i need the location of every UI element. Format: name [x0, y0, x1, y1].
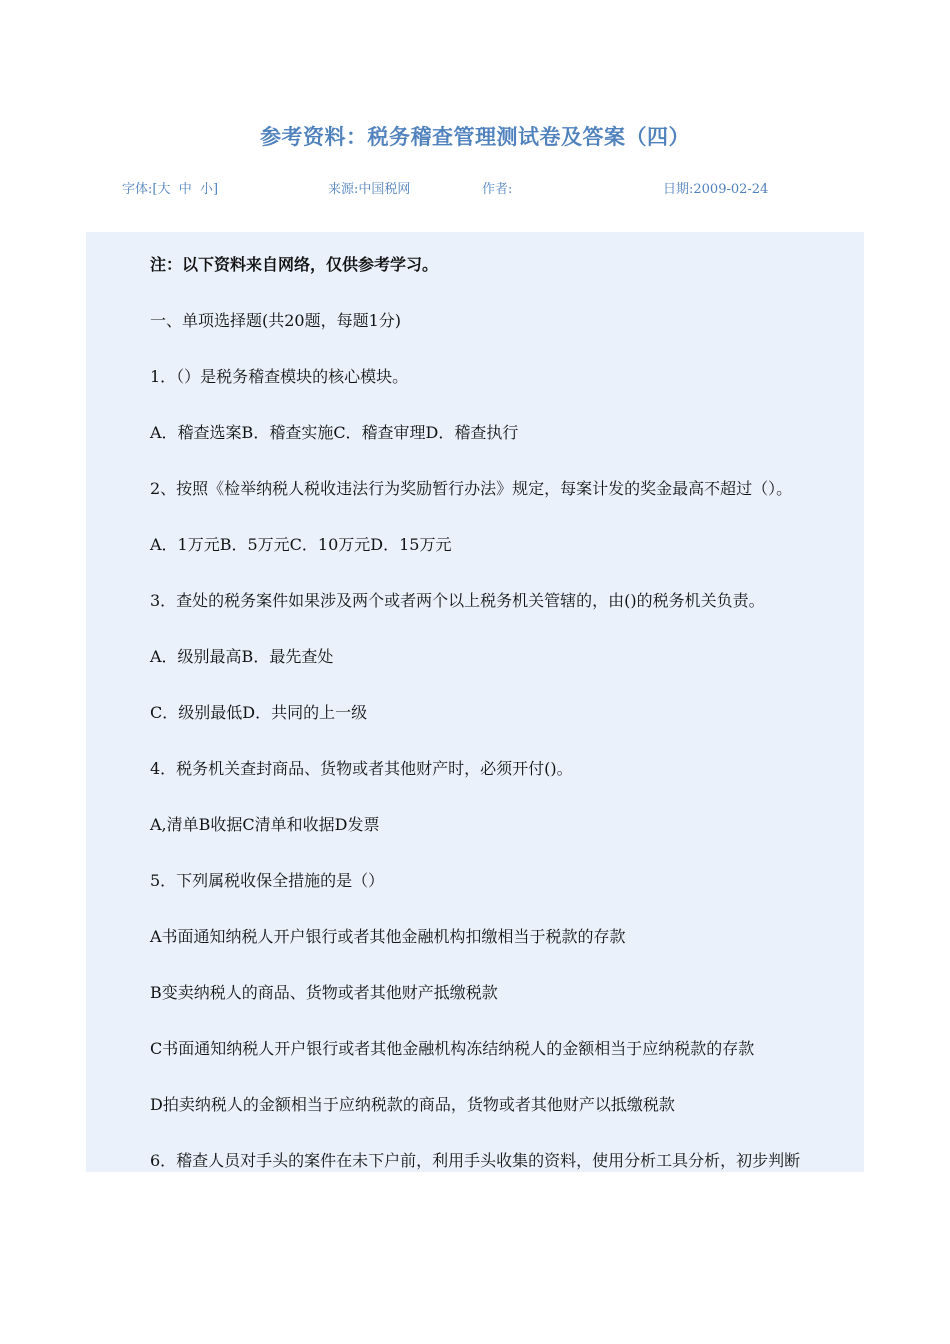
- source-label: 来源:中国税网: [328, 182, 411, 197]
- question-5: 5．下列属税收保全措施的是（）: [150, 871, 385, 890]
- question-4-options: A,清单B收据C清单和收据D发票: [150, 815, 380, 834]
- disclaimer-note: 注：以下资料来自网络，仅供参考学习。: [150, 255, 439, 274]
- question-4: 4．税务机关查封商品、货物或者其他财产时，必须开付()。: [150, 759, 573, 778]
- question-5-option-d: D拍卖纳税人的金额相当于应纳税款的商品，货物或者其他财产以抵缴税款: [150, 1095, 675, 1114]
- question-3-options-cd: C．级别最低D．共同的上一级: [150, 703, 368, 722]
- font-size-medium-link[interactable]: 中: [178, 182, 192, 197]
- question-5-option-c: C书面通知纳税人开户银行或者其他金融机构冻结纳税人的金额相当于应纳税款的存款: [150, 1039, 755, 1058]
- article-content: [86, 232, 864, 1172]
- question-1-options: A．稽查选案B．稽查实施C．稽查审理D．稽查执行: [150, 423, 519, 442]
- question-3-options-ab: A．级别最高B．最先查处: [150, 647, 334, 666]
- font-size-label: 字体:[: [122, 182, 158, 197]
- question-3: 3．查处的税务案件如果涉及两个或者两个以上税务机关管辖的，由()的税务机关负责。: [150, 591, 765, 610]
- font-size-close-bracket: ]: [213, 182, 219, 197]
- question-5-option-b: B变卖纳税人的商品、货物或者其他财产抵缴税款: [150, 983, 498, 1002]
- question-1: 1．（）是税务稽查模块的核心模块。: [150, 367, 409, 386]
- question-6: 6．稽查人员对手头的案件在未下户前，利用手头收集的资料，使用分析工具分析，初步判断: [150, 1151, 801, 1170]
- font-size-selector: [122, 178, 218, 197]
- question-5-option-a: A书面通知纳税人开户银行或者其他金融机构扣缴相当于税款的存款: [150, 927, 626, 946]
- date-label: 日期:2009-02-24: [663, 182, 769, 197]
- font-size-small-link[interactable]: 小: [200, 182, 214, 197]
- page-title: 参考资料：税务稽查管理测试卷及答案（四）: [260, 125, 690, 149]
- question-2: 2、按照《检举纳税人税收违法行为奖励暂行办法》规定，每案计发的奖金最高不超过（）。: [150, 479, 793, 498]
- section-heading: 一、单项选择题(共20题，每题1分): [150, 311, 402, 330]
- author-label: 作者:: [482, 182, 513, 197]
- font-size-large-link[interactable]: 大: [157, 182, 171, 197]
- question-2-options: A．1万元B．5万元C．10万元D．15万元: [150, 535, 452, 554]
